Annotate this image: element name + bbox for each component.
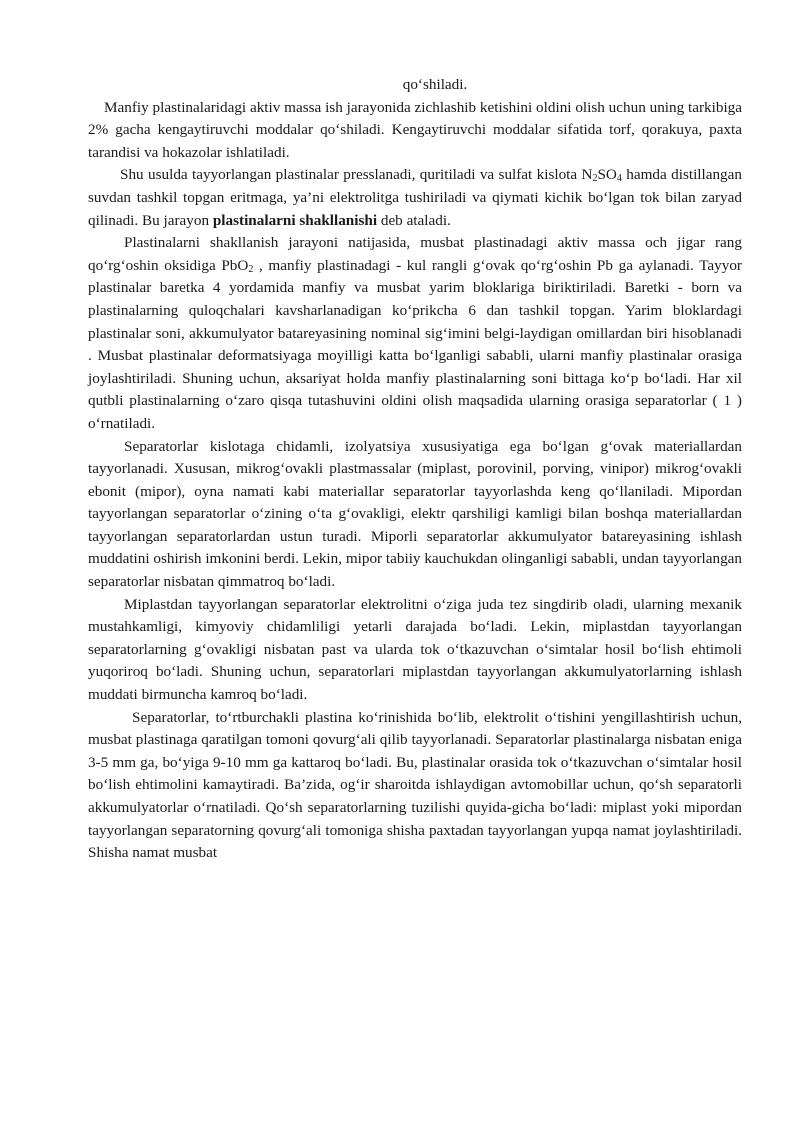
paragraph-separators <box>88 436 742 594</box>
paragraph-text: , manfiy plastinadagi - kul rangli g‘ovak qo‘rg‘oshin Pb ga aylanadi. Tayyor plastinalar baretka 4 yordamida manfiy va musbat yarim bloklariga biriktiriladi. Baretki - born va plastinalarning quloqchalari kavsharlanadigan ko‘prikcha 6 dan tashkil topgan. Yarim bloklardagi plastinalar soni, akkumulyator batareyasining nominal sig‘imini belgi-laydigan omillardan biri hisoblanadi . Musbat plastinalar deformatsiyaga moyilligi katta bo‘lganligi sababli, ularni manfiy plastinalar orasiga joylashtiriladi. Shuning uchun, aksariyat holda manfiy plastinalarning soni bittaga ko‘p bo‘ladi. Har xil qutbli plastinalarning o‘zaro qisqa tutashuvini oldini olish maqsadida ularning orasiga separatorlar ( 1 ) o‘rnatiladi. <box>88 256 742 432</box>
document-page <box>88 74 742 865</box>
paragraph-text: Manfiy plastinalaridagi aktiv massa ish jarayonida zichlashib ketishini oldini olish uchun uning tarkibiga 2% gacha kengaytiruvchi moddalar qo‘shiladi. Kengaytiruvchi moddalar sifatida torf, qorakuya, paxta tarandisi va hokazolar ishlatiladi. <box>88 98 742 161</box>
paragraph-text: qo‘shiladi. <box>402 76 468 93</box>
paragraph-text: Miplastdan tayyorlangan separatorlar elektrolitni o‘ziga juda tez singdirib oladi, ularning mexanik mustahkamligi, kimyoviy chidamliligi yetarli darajada bo‘ladi. Lekin, miplastdan tayyorlangan separatorlarning g‘ovakligi nisbatan past va ularda tok o‘tkazuvchan o‘simtalar hosil bo‘lish ehtimoli yuqoriroq bo‘ladi. Shuning uchun, separatorlari miplastdan tayyorlangan akkumulyatorlarning ishlash muddati birmuncha kamroq bo‘ladi. <box>88 595 742 704</box>
subscript: 2 <box>248 263 254 275</box>
paragraph-text: deb ataladi. <box>377 211 451 229</box>
paragraph-text: Separatorlar kislotaga chidamli, izolyatsiya xususiyatiga ega bo‘lgan g‘ovak materiallardan tayyorlanadi. Xususan, mikrog‘ovakli plastmassalar (miplast, porovinil, porving, vinipor) mikrog‘ovakli ebonit (mipor), oyna namati kabi materiallar separatorlar tayyorlashda keng qo‘llaniladi. Mipordan tayyorlangan separatorlar o‘zining o‘ta g‘ovakligi, elektr qarshiligi kamligi bilan boshqa materiallardan tayyorlangan separatorlardan ustun turadi. Miporli separatorlar akkumulyator batareyasining ishlash muddatini oshirish imkonini berdi. Lekin, mipor tabiiy kauchukdan olinganligi sababli, undan tayyorlangan separatorlar nisbatan qimmatroq bo‘ladi. <box>88 437 742 591</box>
paragraph-formation-result <box>88 232 742 435</box>
subscript: 4 <box>616 173 622 185</box>
bold-term: plastinalarni shakllanishi <box>212 211 378 229</box>
subscript: 2 <box>592 173 598 185</box>
paragraph-formation <box>88 164 742 232</box>
paragraph-text: Plastinalarni shakllanish jarayoni natijasida, musbat plastinadagi aktiv massa och jigar rang qo‘rg‘oshin oksidiga PbO <box>88 234 742 274</box>
paragraph-miplast <box>88 594 742 707</box>
paragraph-continuation <box>88 74 742 97</box>
formula-text: SO <box>597 166 617 184</box>
paragraph-negative-plates <box>88 97 742 165</box>
paragraph-text: Shu usulda tayyorlangan plastinalar presslanadi, quritiladi va sulfat kislota N <box>120 166 593 184</box>
paragraph-text: hamda distillangan suvdan tashkil topgan eritmaga, ya’ni elektrolitga tushiriladi va qiymati kichik bo‘lgan tok bilan zaryad qilinadi. Bu jarayon <box>88 166 742 229</box>
paragraph-text: Separatorlar, to‘rtburchakli plastina ko‘rinishida bo‘lib, elektrolit o‘tishini yengillashtirish uchun, musbat plastinaga qaratilgan tomoni qovurg‘ali qilib tayyorlanadi. Separatorlar plastinalarga nisbatan eniga 3-5 mm ga, bo‘yiga 9-10 mm ga kattaroq bo‘ladi. Bu, plastinalar orasida tok o‘tkazuvchan o‘simtalar hosil bo‘lish ehtimolini kamaytiradi. Ba’zida, og‘ir sharoitda ishlaydigan avtomobillar uchun, qo‘sh separatorli akkumulyatorlar o‘rnatiladi. Qo‘sh separatorlarning tuzilishi quyida-gicha bo‘ladi: miplast yoki mipordan tayyorlangan separatorning qovurg‘ali tomoniga shisha paxtadan tayyorlangan yupqa namat joylashtiriladi. Shisha namat musbat <box>88 708 742 862</box>
paragraph-separator-shape <box>88 707 742 865</box>
